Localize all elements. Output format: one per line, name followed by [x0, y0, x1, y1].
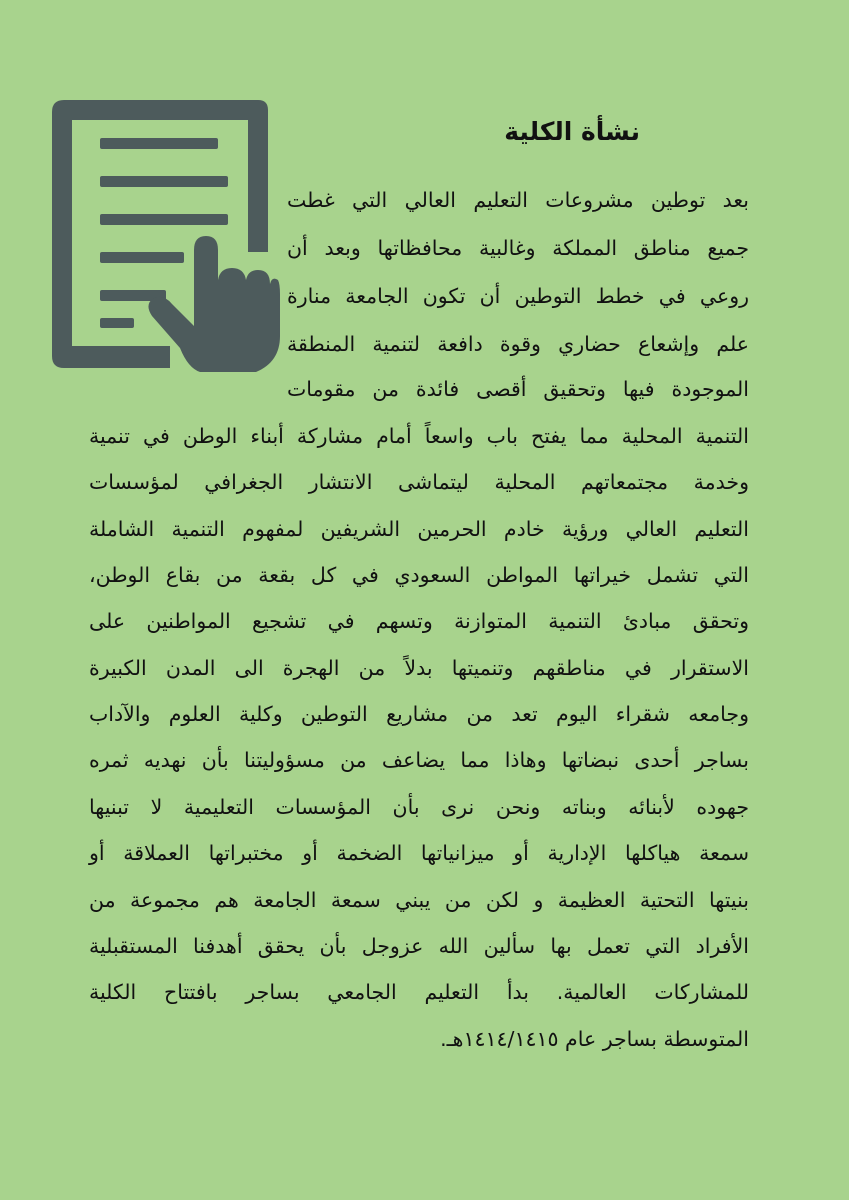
- text-line: وتحقق مبادئ التنمية المتوازنة وتسهم في تشجيع المواطنين على: [89, 609, 749, 633]
- text-line: للمشاركات العالمية. بدأ التعليم الجامعي بساجر بافتتاح الكلية: [89, 980, 749, 1004]
- text-line: التي تشمل خيراتها المواطن السعودي في كل بقعة من بقاع الوطن،: [89, 563, 749, 587]
- document-hand-icon: [52, 100, 280, 372]
- text-line: وخدمة مجتمعاتهم المحلية ليتماشى الانتشار الجغرافي لمؤسسات: [89, 470, 749, 494]
- text-line: الموجودة فيها وتحقيق أقصى فائدة من مقومات: [287, 377, 749, 401]
- text-line: علم وإشعاع حضاري وقوة دافعة لتنمية المنطقة: [287, 332, 749, 356]
- text-line: جهوده لأبنائه وبناته ونحن نرى بأن المؤسسات التعليمية لا تبنيها: [89, 795, 749, 819]
- text-line: روعي في خطط التوطين أن تكون الجامعة منارة: [287, 284, 749, 308]
- text-line: بعد توطين مشروعات التعليم العالي التي غطت: [287, 188, 749, 212]
- text-line: التنمية المحلية مما يفتح باب واسعاً أمام مشاركة أبناء الوطن في تنمية: [89, 424, 749, 448]
- text-line: بنيتها التحتية العظيمة و لكن من يبني سمعة الجامعة هم مجموعة من: [89, 888, 749, 912]
- text-line: وجامعه شقراء اليوم تعد من مشاريع التوطين وكلية العلوم والآداب: [89, 702, 749, 726]
- text-line: الأفراد التي تعمل بها سألين الله عزوجل بأن يحقق أهدفنا المستقبلية: [89, 934, 749, 958]
- text-line: سمعة هياكلها الإدارية أو ميزانياتها الضخمة أو مختبراتها العملاقة أو: [89, 841, 749, 865]
- text-line: جميع مناطق المملكة وغالبية محافظاتها وبعد أن: [287, 236, 749, 260]
- page-title: نشأة الكلية: [504, 117, 640, 146]
- text-line: بساجر أحدى نبضاتها وهاذا مما يضاعف من مسؤوليتنا بأن نهديه ثمره: [89, 748, 749, 772]
- text-line: المتوسطة بساجر عام ١٤١٤/١٤١٥هـ.: [440, 1027, 749, 1051]
- text-line: الاستقرار في مناطقهم وتنميتها بدلاً من الهجرة الى المدن الكبيرة: [89, 656, 749, 680]
- text-line: التعليم العالي ورؤية خادم الحرمين الشريفين لمفهوم التنمية الشاملة: [89, 517, 749, 541]
